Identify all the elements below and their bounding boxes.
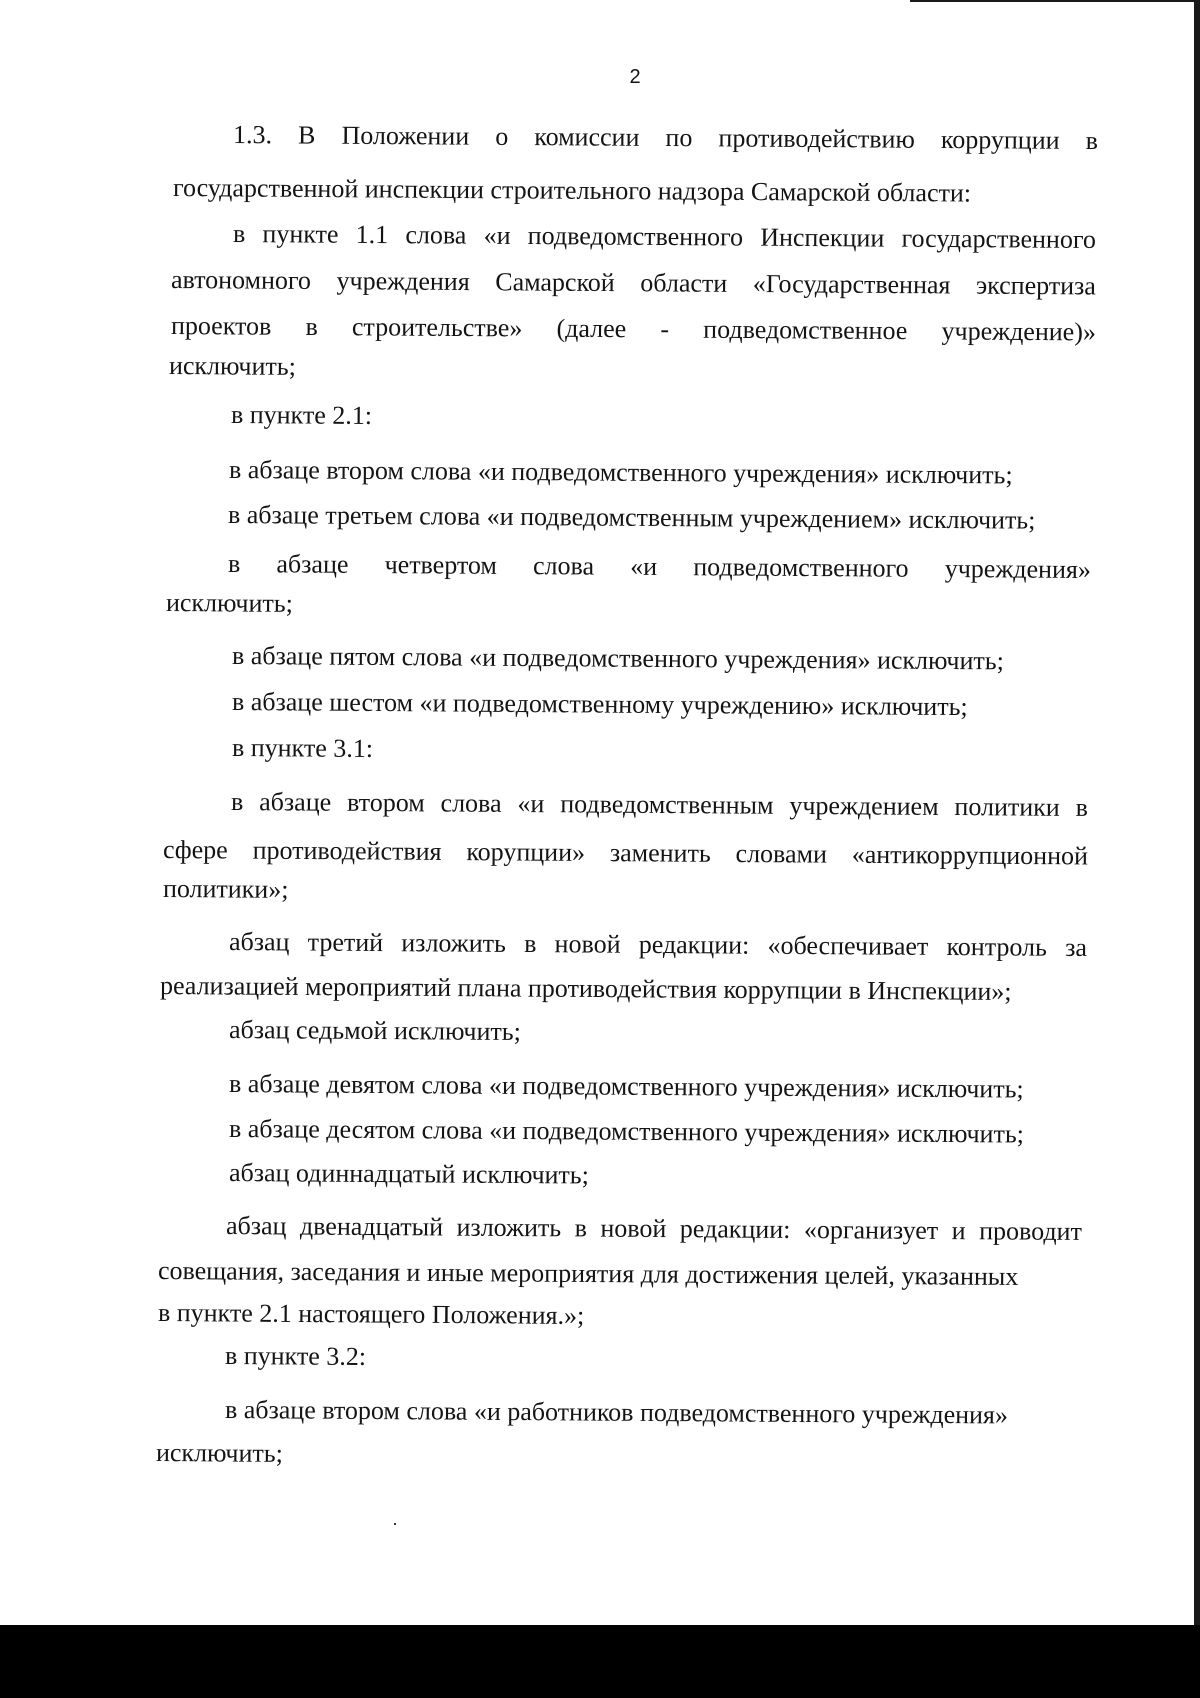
text-line: в абзаце четвертом слова «и подведомственного учреждения» xyxy=(227,549,1092,585)
text-line: в пункте 3.1: xyxy=(231,733,374,763)
text-line: в пункте 3.2: xyxy=(224,1341,367,1371)
text-line: в абзаце десятом слова «и подведомственного учреждения» исключить; xyxy=(228,1114,1025,1149)
scan-edge-right xyxy=(1194,0,1200,1698)
text-line: совещания, заседания и иные мероприятия для достижения целей, указанных xyxy=(157,1256,1019,1292)
text-line: абзац третий изложить в новой редакции: «обеспечивает контроль за xyxy=(228,927,1088,962)
text-line: в абзаце шестом «и подведомственному учреждению» исключить; xyxy=(231,687,968,722)
text-line: государственной инспекции строительного надзора Самарской области: xyxy=(172,173,972,208)
text-line: абзац седьмой исключить; xyxy=(228,1015,522,1047)
scan-speck xyxy=(394,1523,396,1525)
text-line: исключить; xyxy=(155,1438,284,1468)
text-line: исключить; xyxy=(165,588,294,618)
text-line: в абзаце втором слова «и работников подведомственного учреждения» xyxy=(224,1395,1009,1430)
text-line: абзац одиннадцатый исключить; xyxy=(228,1158,590,1190)
text-line: в абзаце втором слова «и подведомственным учреждением политики в xyxy=(230,787,1089,822)
text-line: 1.3. В Положении о комиссии по противодействию коррупции в xyxy=(232,120,1099,156)
text-line: в абзаце девятом слова «и подведомственного учреждения» исключить; xyxy=(228,1069,1024,1104)
text-line: абзац двенадцатый изложить в новой редакции: «организует и проводит xyxy=(225,1211,1083,1246)
text-line: проектов в строительстве» (далее - подведомственное учреждение)» xyxy=(170,311,1097,347)
text-line: реализацией мероприятий плана противодействия коррупции в Инспекции»; xyxy=(159,971,1012,1006)
scan-edge-top xyxy=(910,0,1200,2)
text-line: исключить; xyxy=(168,351,297,381)
text-line: сфере противодействия корупции» заменить словами «антикоррупционной xyxy=(162,835,1089,871)
text-line: в пункте 2.1: xyxy=(230,400,373,430)
text-line: политики»; xyxy=(162,874,289,904)
text-line: в абзаце втором слова «и подведомственного учреждения» исключить; xyxy=(228,455,1013,490)
text-line: в абзаце третьем слова «и подведомственным учреждением» исключить; xyxy=(227,500,1036,535)
text-line: в пункте 1.1 слова «и подведомственного Инспекции государственного xyxy=(232,219,1097,255)
text-line: в пункте 2.1 настоящего Положения.»; xyxy=(157,1298,585,1330)
text-line: автономного учреждения Самарской области «Государственная экспертиза xyxy=(170,265,1097,301)
scan-bottom-edge xyxy=(0,1625,1200,1698)
text-line: в абзаце пятом слова «и подведомственного учреждения» исключить; xyxy=(231,641,1005,676)
page-number: 2 xyxy=(629,66,641,88)
